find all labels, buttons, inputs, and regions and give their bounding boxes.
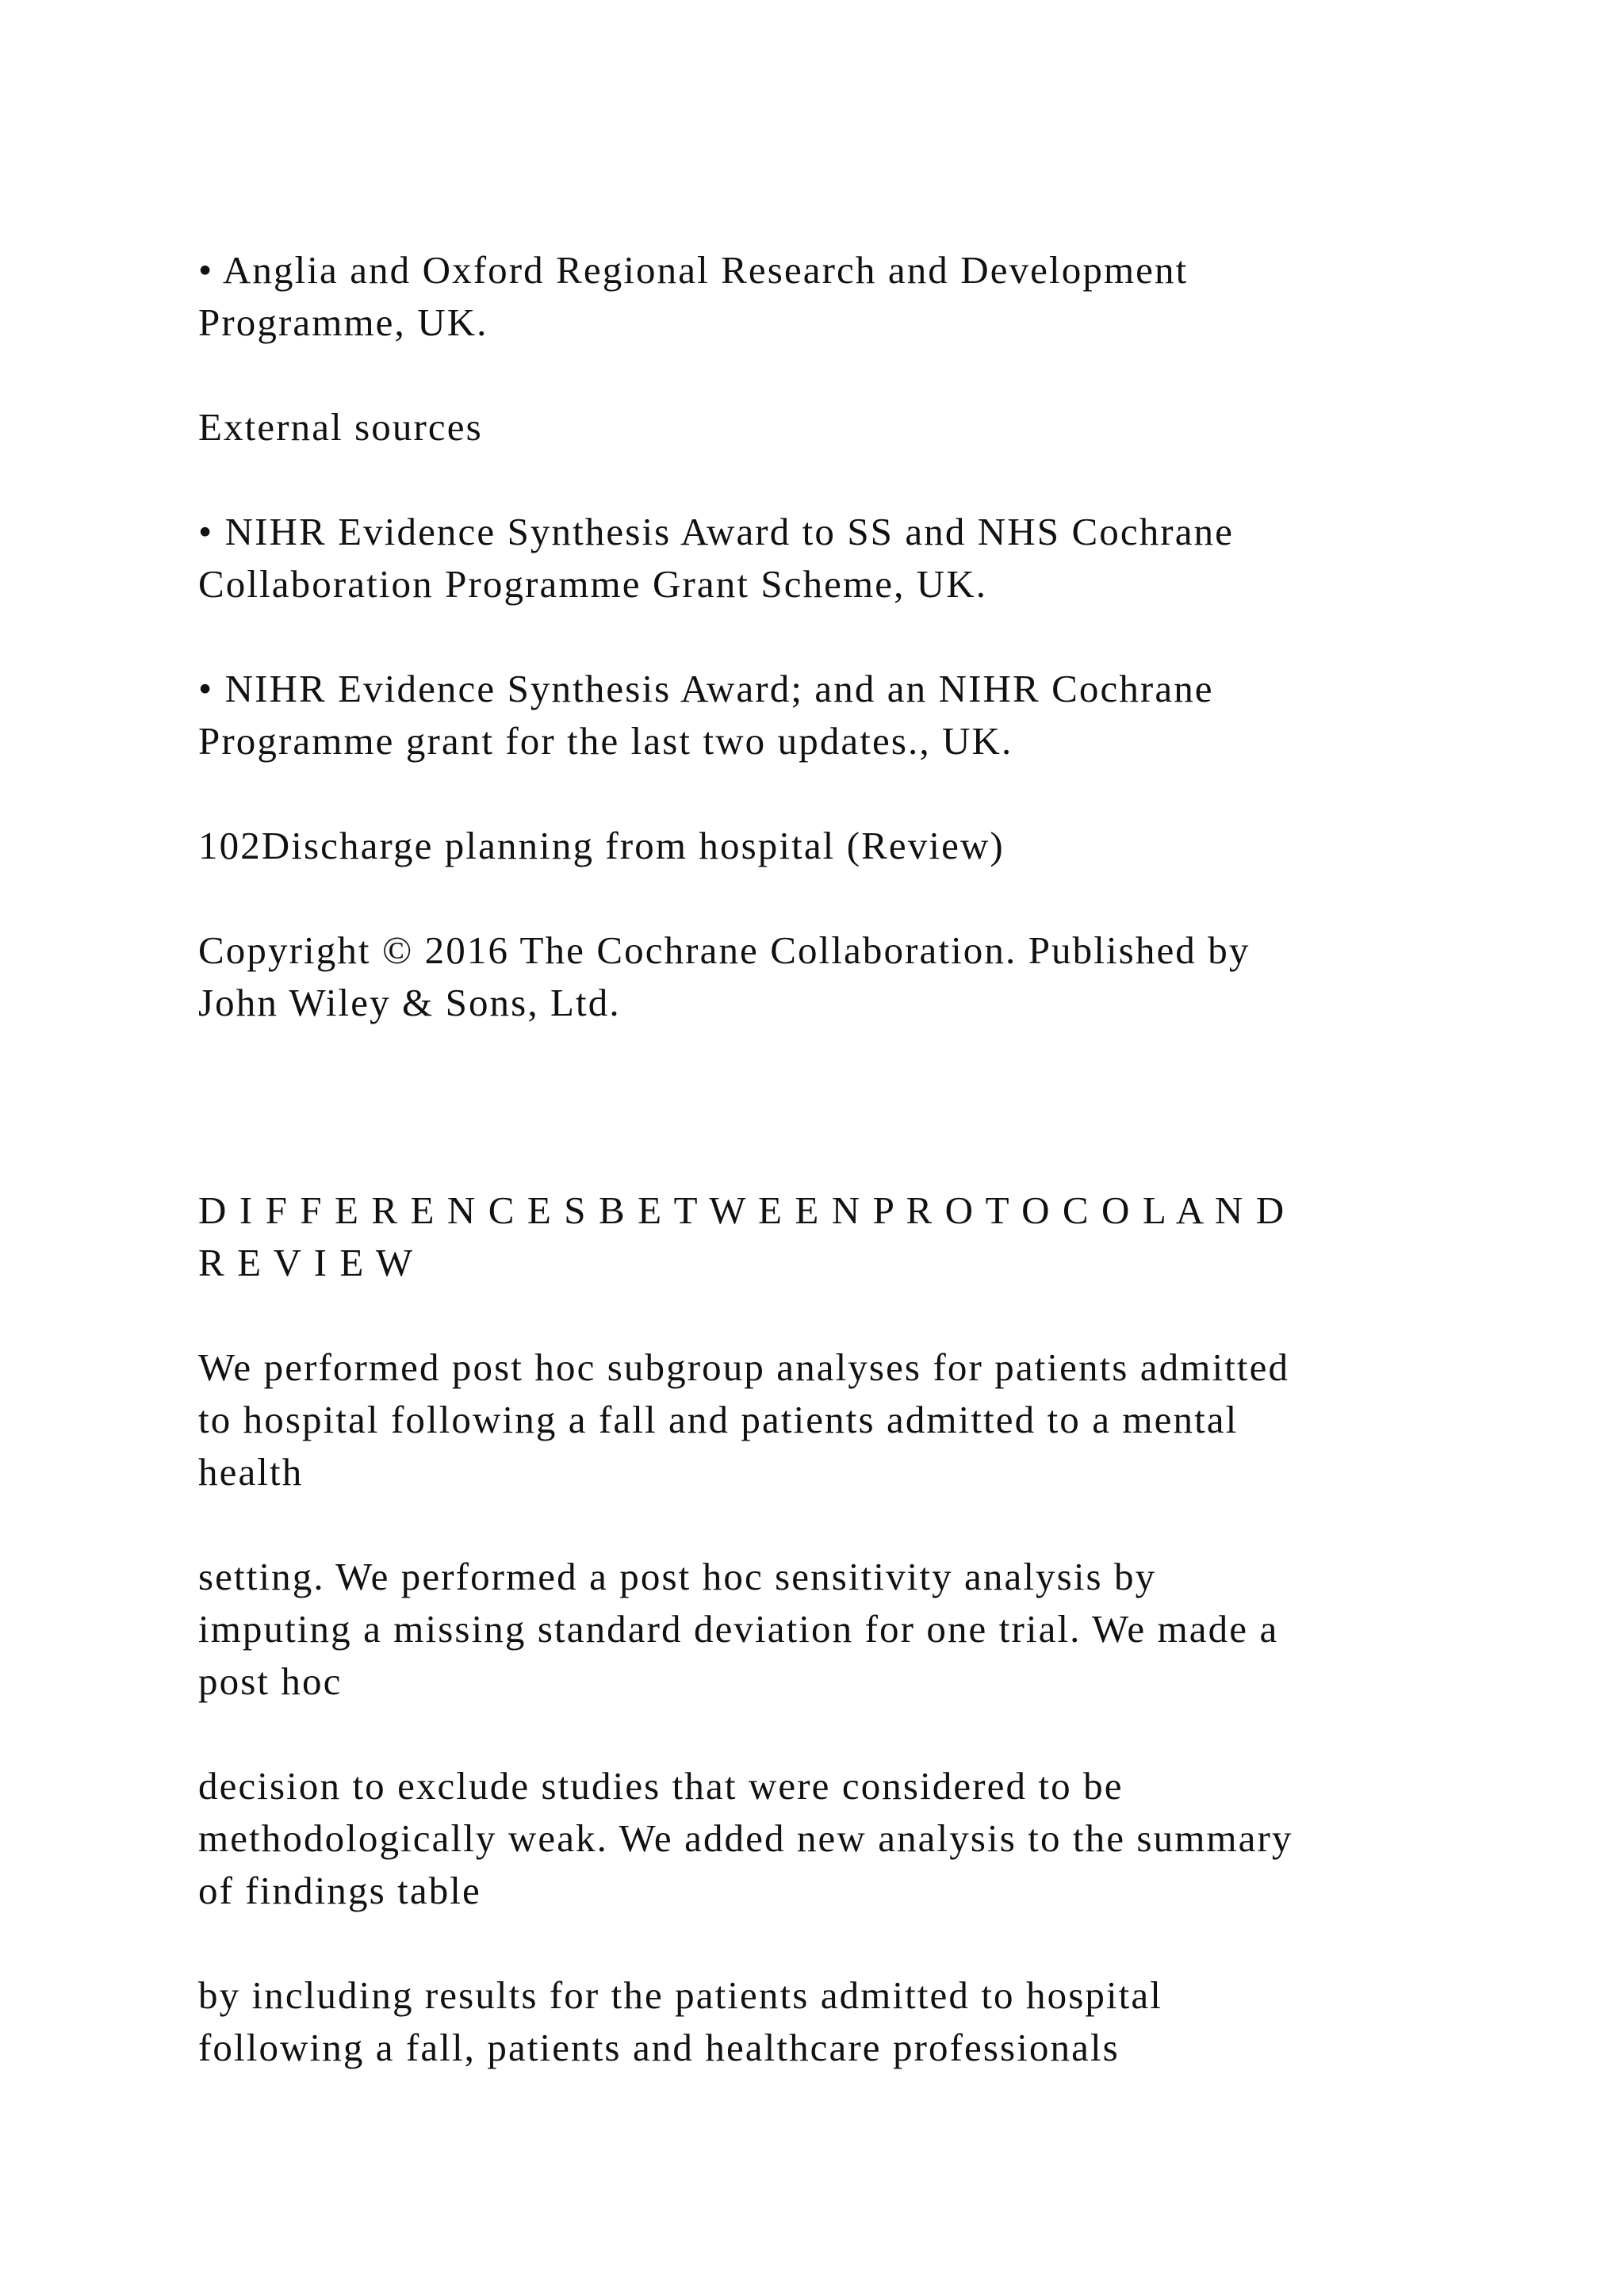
section-paragraph-1: We performed post hoc subgroup analyses for patients admitted to hospital following a fall and patients admitted to a mental health [198,1345,1290,1494]
section-paragraph-3: decision to exclude studies that were considered to be methodologically weak. We added new analysis to the summary of findings table [198,1764,1293,1912]
section-heading: D I F F E R E N C E S B E T W E E N P R O T O C O L A N D R E V I E W [198,1188,1286,1284]
funding-item-anglia-oxford: • Anglia and Oxford Regional Research and Development Programme, UK. [198,248,1189,344]
page-footer-title: 102Discharge planning from hospital (Review) [198,824,1005,867]
document-page [198,244,1435,2126]
copyright-notice: Copyright © 2016 The Cochrane Collaboration. Published by John Wiley & Sons, Ltd. [198,928,1251,1024]
external-sources-label: External sources [198,405,483,449]
section-spacer [198,1081,1435,1184]
funding-item-nihr-cochrane: • NIHR Evidence Synthesis Award; and an NIHR Cochrane Programme grant for the last two updates., UK. [198,667,1214,763]
funding-item-nihr-ss: • NIHR Evidence Synthesis Award to SS and NHS Cochrane Collaboration Programme Grant Scheme, UK. [198,510,1235,606]
section-paragraph-2: setting. We performed a post hoc sensitivity analysis by imputing a missing standard deviation for one trial. We made a post hoc [198,1555,1279,1703]
section-paragraph-4: by including results for the patients admitted to hospital following a fall, patients and healthcare professionals [198,1973,1162,2069]
